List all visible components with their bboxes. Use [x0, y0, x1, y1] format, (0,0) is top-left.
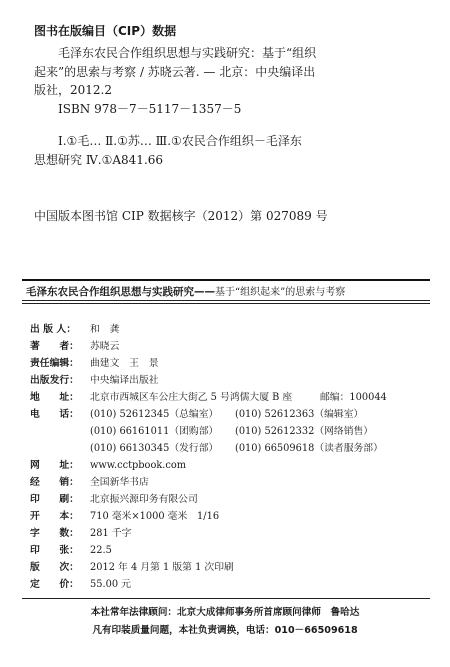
book-title-main: 毛泽东农民合作组织思想与实践研究	[26, 286, 194, 298]
info-label: 版 次：	[30, 562, 79, 573]
cip-verification-number: 中国版本图书馆 CIP 数据核字（2012）第 027089 号	[34, 209, 328, 223]
info-row	[30, 406, 430, 423]
info-value: 22.5	[90, 545, 112, 556]
info-row	[30, 389, 430, 406]
info-row	[30, 338, 430, 355]
info-label: 经 销：	[30, 477, 79, 488]
info-value: 和 龚	[90, 324, 120, 335]
info-label: 著 者：	[30, 341, 79, 352]
divider	[22, 598, 430, 599]
info-row	[30, 576, 430, 593]
info-label: 定 价：	[30, 579, 79, 590]
cip-classification: 思想研究 Ⅳ.①A841.66	[34, 152, 164, 167]
info-label: 电 话：	[30, 409, 79, 420]
website-link: www.cctpbook.com	[90, 460, 187, 471]
cip-classification: Ⅰ.①毛… Ⅱ.①苏… Ⅲ.①农民合作组织－毛泽东	[58, 134, 302, 148]
divider	[22, 300, 430, 301]
cip-isbn: ISBN 978－7－5117－1357－5	[58, 101, 242, 116]
info-row	[30, 321, 430, 338]
info-row	[30, 372, 430, 389]
info-row	[30, 440, 430, 457]
phone-number: (010) 66509618（读者服务部）	[235, 443, 383, 454]
cip-heading: 图书在版编目（CIP）数据	[34, 24, 177, 38]
info-row	[30, 525, 430, 542]
info-row	[30, 491, 430, 508]
info-label: 责任编辑：	[30, 358, 79, 369]
info-label: 开 本：	[30, 511, 79, 522]
info-label: 出版发行：	[30, 375, 79, 386]
book-subtitle: 基于“组织起来”的思索与考察	[215, 287, 346, 298]
info-value: 苏晓云	[90, 341, 120, 352]
cip-record	[34, 44, 424, 169]
postcode: 邮编：100044	[320, 392, 387, 403]
book-title-dash: ——	[194, 286, 215, 298]
legal-notice	[0, 604, 450, 640]
info-label: 地 址：	[30, 392, 79, 403]
info-value: 281 千字	[90, 528, 132, 539]
info-value: 曲建文 王 景	[90, 358, 159, 369]
info-value: 55.00 元	[90, 579, 131, 590]
cip-line: 毛泽东农民合作组织思想与实践研究：基于“组织	[58, 46, 317, 60]
info-row	[30, 542, 430, 559]
quality-notice: 凡有印装质量问题，本社负责调换，电话：010－66509618	[92, 625, 358, 636]
info-row	[30, 457, 430, 474]
phone-number: (010) 66130345（发行部）	[90, 443, 219, 454]
divider	[22, 303, 430, 304]
info-label: 字 数：	[30, 528, 79, 539]
info-value: 中央编译出版社	[90, 375, 159, 386]
publication-info	[30, 321, 430, 593]
legal-counsel: 本社常年法律顾问：北京大成律师事务所首席顾问律师 鲁哈达	[90, 607, 360, 618]
info-value: 北京市西城区车公庄大街乙 5 号鸿儒大厦 B 座	[90, 392, 293, 403]
phone-number: (010) 52612332（网络销售）	[235, 426, 374, 437]
info-row	[30, 355, 430, 372]
info-value: 710 毫米×1000 毫米 1/16	[90, 511, 220, 522]
cip-line: 版社，2012.2	[34, 83, 112, 97]
info-row	[30, 559, 430, 576]
phone-number: (010) 52612363（编辑室）	[235, 409, 364, 420]
info-value: 2012 年 4 月第 1 版第 1 次印刷	[90, 562, 234, 573]
info-value: 北京振兴源印务有限公司	[90, 494, 198, 505]
info-label: 印 张：	[30, 545, 79, 556]
info-label: 出 版 人：	[30, 324, 77, 335]
info-label: 网 址：	[30, 460, 79, 471]
info-row	[30, 423, 430, 440]
cip-line: 起来”的思索与考察 / 苏晓云著. — 北京：中央编译出	[34, 64, 316, 79]
phone-number: (010) 66161011（团购部）	[90, 426, 219, 437]
divider	[22, 279, 430, 281]
info-row	[30, 474, 430, 491]
book-title	[26, 283, 426, 299]
info-label: 印 刷：	[30, 494, 79, 505]
info-row	[30, 508, 430, 525]
info-value: 全国新华书店	[90, 477, 149, 488]
phone-number: (010) 52612345（总编室）	[90, 409, 219, 420]
